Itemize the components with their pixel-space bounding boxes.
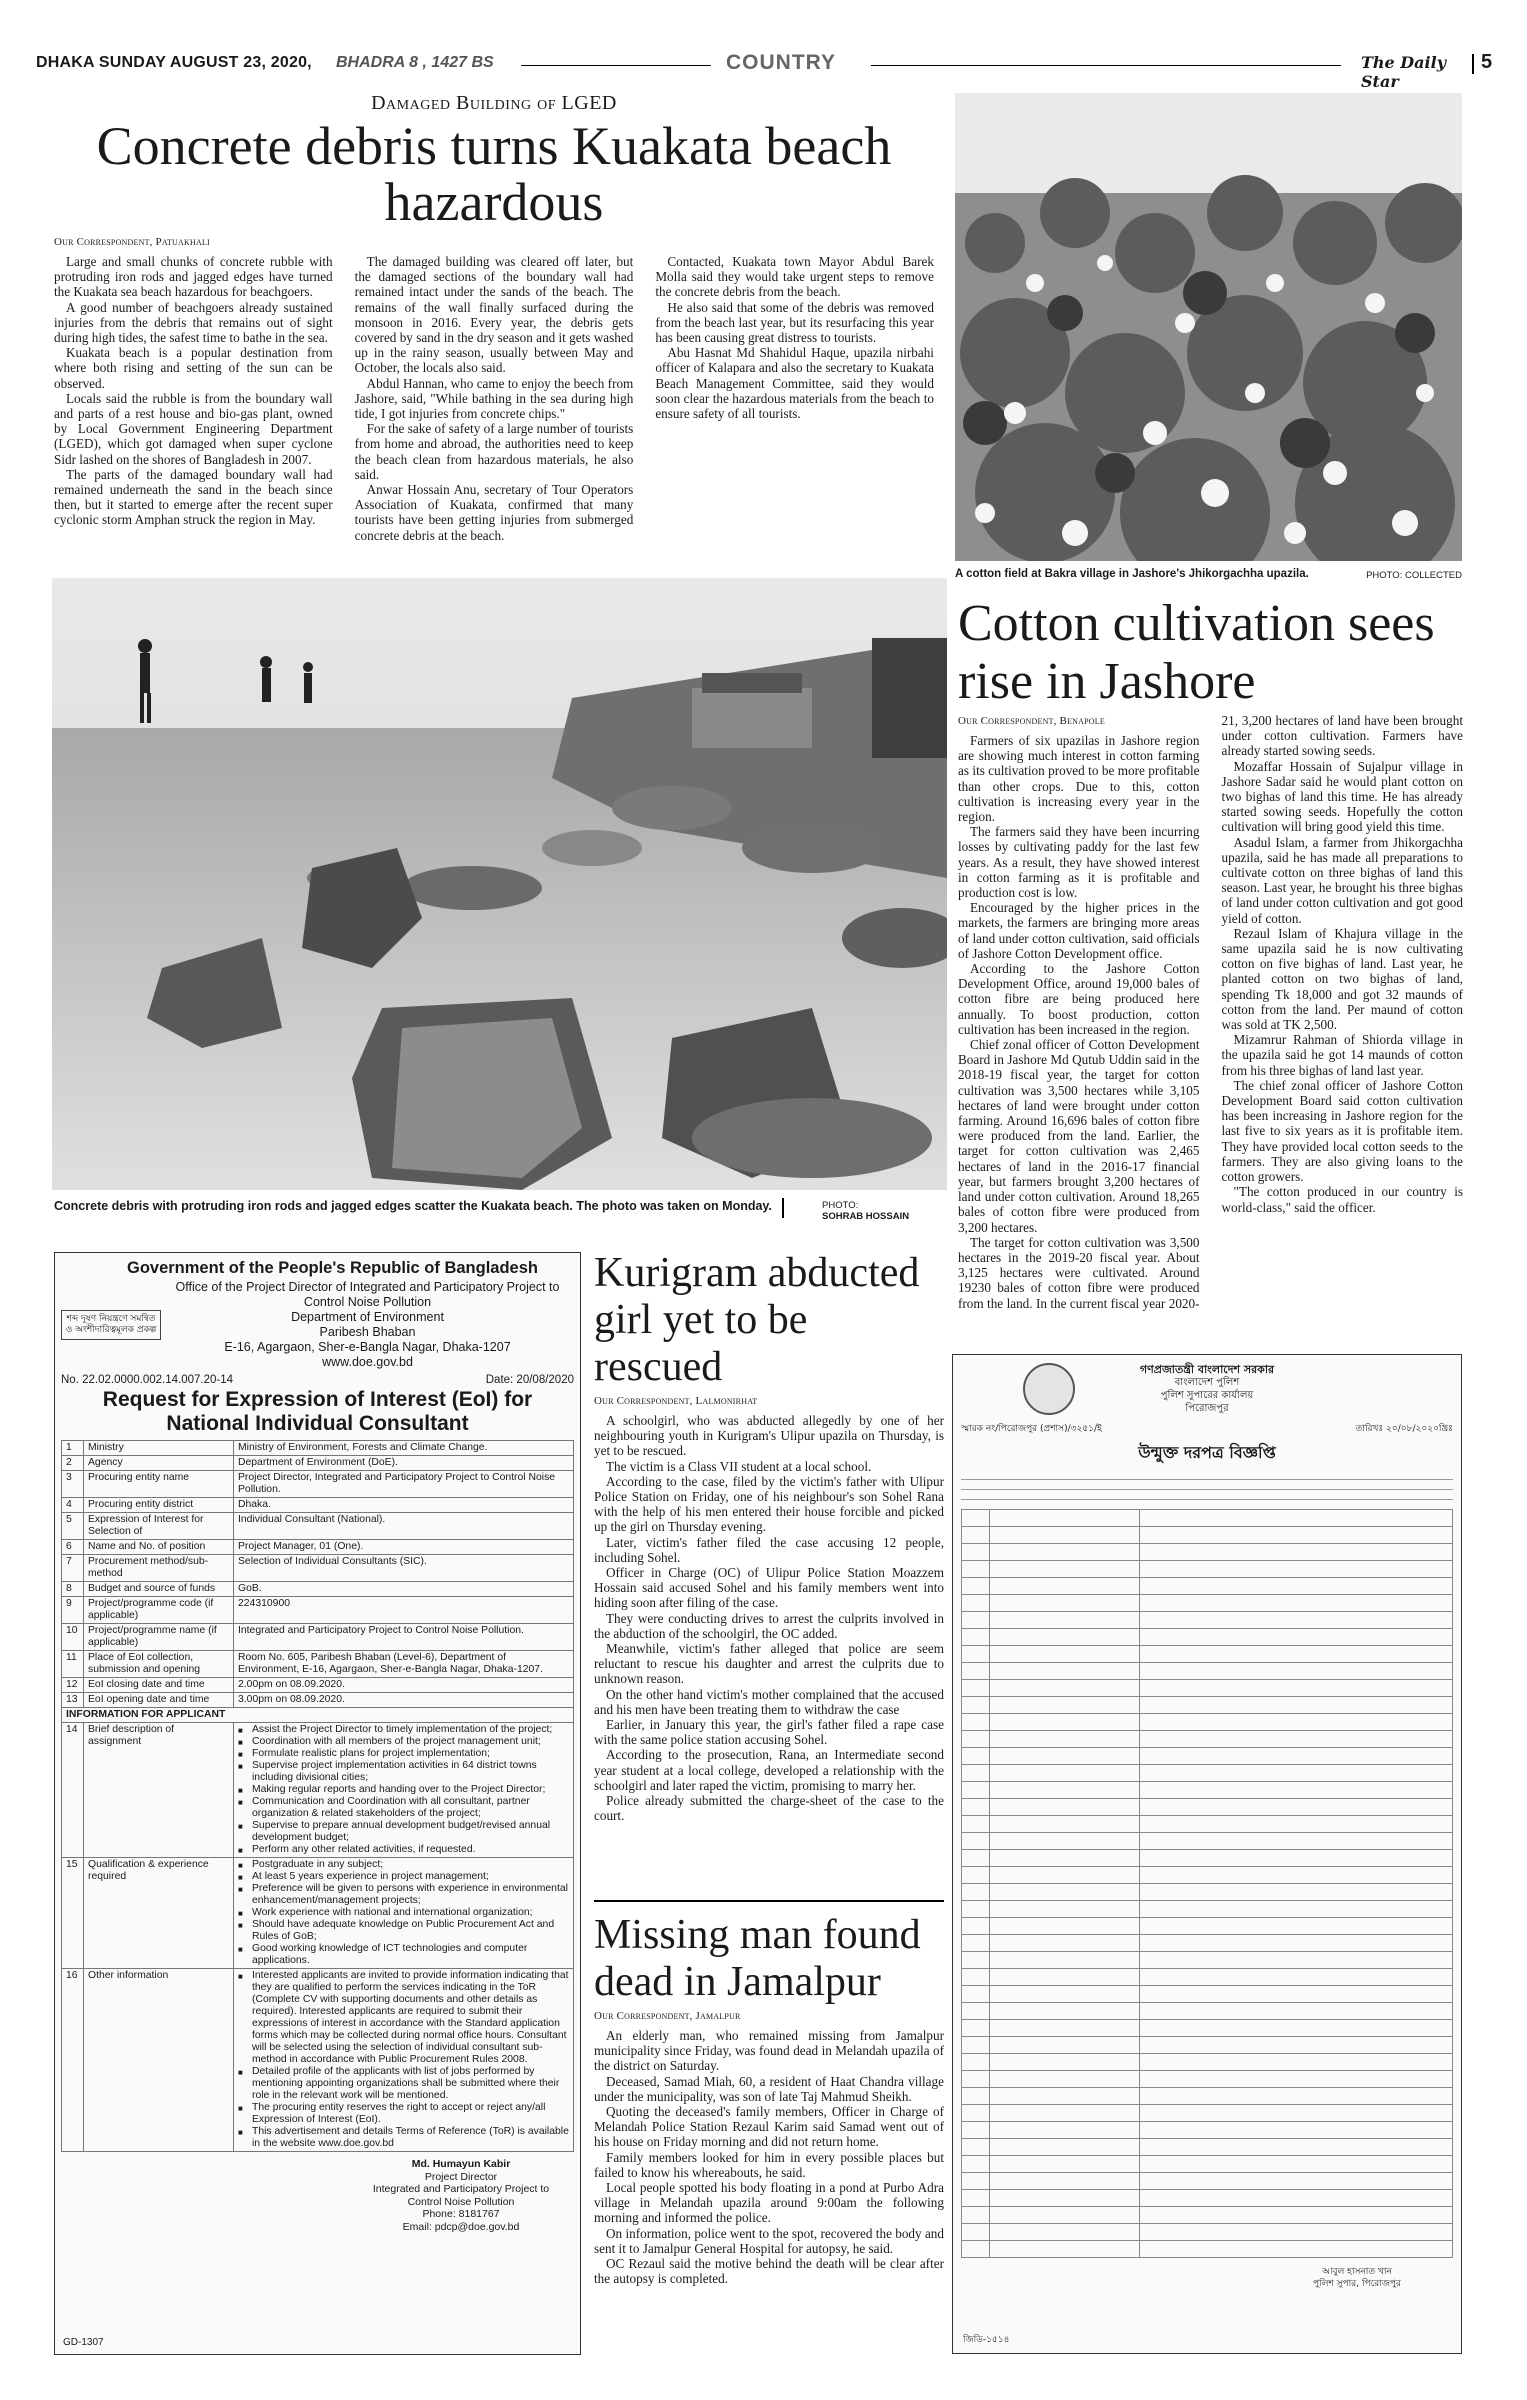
paragraph: Officer in Charge (OC) of Ulipur Police Station Moazzem Hossain said accused Sohel and his family members went into hiding soon after filing of the case. bbox=[594, 1565, 944, 1611]
eoi-row: 6 Name and No. of position Project Manager, 01 (One). bbox=[62, 1540, 574, 1555]
tender-signature: আবুল হাসনাত খান পুলিশ সুপার, পিরোজপুর bbox=[1313, 2267, 1401, 2289]
cotton-field-photo bbox=[955, 93, 1462, 561]
paragraph: According to the Jashore Cotton Development Office, around 19,000 bales of cotton fibre are being produced here annually. To boost production, cotton cultivation has been increased in the region. bbox=[958, 961, 1200, 1037]
caption-divider bbox=[782, 1198, 784, 1218]
assignment-list: ■ Assist the Project Director to timely implementation of the project; ■ Coordination with all members of the project management unit; ■ Formulate realistic plans for project implementation; ■ Supervise project implementation activities in 64 district towns including divisional cities; ■ Making regular reports and handing over to the Project Director; ■ Communication and Coordination with all consultant, partner organization & related stakeholders of the project; ■ Supervise to prepare annual development budget/revised annual development budget; ■ Perform any other related activities, if requested. bbox=[238, 1724, 569, 1856]
tender-row bbox=[962, 1799, 1453, 1816]
eoi-row: 8 Budget and source of funds GoB. bbox=[62, 1582, 574, 1597]
tender-row bbox=[962, 1697, 1453, 1714]
eoi-advertisement bbox=[54, 1252, 581, 2355]
byline: Our Correspondent, Benapole bbox=[958, 715, 1105, 727]
ad-address: E-16, Agargaon, Sher-e-Bangla Nagar, Dhaka-1207 bbox=[224, 1340, 511, 1354]
paragraph: He also said that some of the debris was removed from the beach last year, but its resurfacing this year has been causing great distress to tourists. bbox=[655, 299, 934, 346]
paragraph: "The cotton produced in our country is world-class," said the officer. bbox=[1221, 1184, 1463, 1215]
jamalpur-body bbox=[594, 2028, 944, 2286]
credit-label: PHOTO: bbox=[822, 1200, 859, 1211]
paragraph: Abdul Hannan, who came to enjoy the beech from Jashore, said, "While bathing in the sea during high tide, I got injuries from concrete chips." bbox=[354, 375, 634, 422]
cotton-headline: Cotton cultivation sees rise in Jashore bbox=[958, 595, 1435, 710]
row-15: 15 Qualification & experience required ■ Postgraduate in any subject; ■ At least 5 years experience in project management; ■ Preference will be given to persons with experience in environmental enhancement/management projects; ■ Work experience with national and international organization; ■ Should have adequate knowledge on Public Procurement Act and Rules of GoB; ■ Good working knowledge of ICT technologies and computer applications. bbox=[62, 1858, 574, 1969]
tender-row bbox=[962, 2020, 1453, 2037]
tender-row bbox=[962, 1935, 1453, 1952]
tender-intro bbox=[961, 1473, 1453, 1503]
article-rule bbox=[594, 1900, 944, 1902]
tender-memo-line: স্মারক নং/পিরোজপুর (প্রশাস)/৩২৫১/ই তারিখঃ ২০/০৮/২০২০খ্রিঃ bbox=[961, 1424, 1453, 1434]
ref-no: No. 22.02.0000.002.14.007.20-14 bbox=[61, 1374, 234, 1386]
eoi-title: Request for Expression of Interest (EoI) for National Individual Consultant bbox=[102, 1388, 533, 1435]
tender-row bbox=[962, 1833, 1453, 1850]
tender-table bbox=[961, 1509, 1453, 2258]
eoi-row: 13 EoI opening date and time 3.00pm on 08.09.2020. bbox=[62, 1693, 574, 1708]
ad-dept: Department of Environment bbox=[291, 1310, 444, 1324]
paragraph: According to the prosecution, Rana, an Intermediate second year student at a local college, developed a relationship with the schoolgirl and later raped the victim, promising to marry her. bbox=[594, 1747, 944, 1793]
ad-web: www.doe.gov.bd bbox=[322, 1355, 413, 1369]
paragraph: According to the case, filed by the victim's father with Ulipur Police Station on Friday, one of his neighbour's son Sohel Rana with the help of his men entered their house forcible and picked up the girl on Thursday evening. bbox=[594, 1473, 944, 1535]
page-number: 5 bbox=[1481, 51, 1493, 73]
section-name: COUNTRY bbox=[726, 51, 837, 74]
header-rule-right bbox=[871, 65, 1341, 66]
paragraph: Abu Hasnat Md Shahidul Haque, upazila nirbahi officer of Kalapara and also the secretary to Kuakata Beach Management Committee, said they would soon clear the hazardous materials from the beach to ensure safety of all tourists. bbox=[655, 345, 934, 422]
tender-row bbox=[962, 1986, 1453, 2003]
eoi-row: 2 Agency Department of Environment (DoE). bbox=[62, 1456, 574, 1471]
tender-row bbox=[962, 2139, 1453, 2156]
paragraph: On the other hand victim's mother complained that the accused and his men have been treating them to withdraw the case bbox=[594, 1686, 944, 1717]
headline: Concrete debris turns Kuakata beach hazardous bbox=[96, 116, 892, 232]
paragraph: The chief zonal officer of Jashore Cotton Development Board said cotton cultivation has been increasing in Jashore region for the last five to six years as it is profitable item. They have provided local cotton seeds to the farmers. They are also giving loans to the cotton growers. bbox=[1221, 1077, 1463, 1185]
tender-row bbox=[962, 2207, 1453, 2224]
tender-row bbox=[962, 1969, 1453, 1986]
eoi-row: 1 Ministry Ministry of Environment, Forests and Climate Change. bbox=[62, 1441, 574, 1456]
tender-row bbox=[962, 1884, 1453, 1901]
tender-row bbox=[962, 1612, 1453, 1629]
noise-project-logo: শব্দ দূষণ নিয়ন্ত্রণে সমন্বিত ও অংশীদারিত্বমূলক প্রকল্প bbox=[61, 1310, 161, 1340]
ad-signature: Md. Humayun Kabir Project Director Integrated and Participatory Project to Control Noise Pollution Phone: 8181767 Email: pdcp@doe.gov.bd bbox=[372, 2158, 550, 2233]
kuakata-photo-credit bbox=[822, 1200, 942, 1222]
tender-row bbox=[962, 2003, 1453, 2020]
tender-row bbox=[962, 2037, 1453, 2054]
header-rule-left bbox=[521, 65, 711, 66]
tender-title: উন্মুক্ত দরপত্র বিজ্ঞপ্তি bbox=[1138, 1443, 1276, 1462]
tender-row bbox=[962, 1544, 1453, 1561]
tender-row bbox=[962, 1731, 1453, 1748]
paragraph: The farmers said they have been incurring losses by cultivating paddy for the last few years. As a result, they have showed interest in cotton farming as it is profitable and production cost is low. bbox=[958, 824, 1200, 901]
tender-row bbox=[962, 1578, 1453, 1595]
paragraph: On information, police went to the spot, recovered the body and sent it to Jamalpur General Hospital for autopsy, he said. bbox=[594, 2225, 944, 2256]
tender-code: জিডি-১৫১৪ bbox=[963, 2335, 1010, 2345]
credit-name: SOHRAB HOSSAIN bbox=[822, 1211, 910, 1222]
tender-row bbox=[962, 1765, 1453, 1782]
tender-row bbox=[962, 1782, 1453, 1799]
tender-row bbox=[962, 2241, 1453, 2258]
paragraph: Kuakata beach is a popular destination from where both rising and setting of the sun can be observed. bbox=[54, 345, 333, 391]
row-14: 14 Brief description of assignment ■ Assist the Project Director to timely implementation of the project; ■ Coordination with all members of the project management unit; ■ Formulate realistic plans for project implementation; ■ Supervise project implementation activities in 64 district towns including divisional cities; ■ Making regular reports and handing over to the Project Director; ■ Communication and Coordination with all consultant, partner organization & related stakeholders of the project; ■ Supervise to prepare annual development budget/revised annual development budget; ■ Perform any other related activities, if requested. bbox=[62, 1723, 574, 1858]
tender-row bbox=[962, 1510, 1453, 1527]
tender-row bbox=[962, 1595, 1453, 1612]
tender-row bbox=[962, 1680, 1453, 1697]
paragraph: Encouraged by the higher prices in the markets, the farmers are bringing more areas of land under cotton cultivation, said officials of Jashore Cotton Development office. bbox=[958, 900, 1200, 961]
kurigram-headline: Kurigram abducted girl yet to be rescued bbox=[594, 1250, 920, 1390]
masthead-logo: The Daily Star bbox=[1361, 53, 1446, 91]
police-emblem bbox=[1023, 1363, 1075, 1415]
paragraph: Family members looked for him in every possible places but failed to know his whereabouts, he said. bbox=[594, 2149, 944, 2180]
tender-row bbox=[962, 2054, 1453, 2071]
eoi-row: 5 Expression of Interest for Selection of Individual Consultant (National). bbox=[62, 1513, 574, 1540]
paragraph: Farmers of six upazilas in Jashore region are showing much interest in cotton farming as its cultivation proved to be more profitable than other crops. Due to this, cotton cultivation is increasing every year in the region. bbox=[958, 733, 1200, 825]
eoi-row: 4 Procuring entity district Dhaka. bbox=[62, 1498, 574, 1513]
tender-row bbox=[962, 2156, 1453, 2173]
kuakata-photo-caption: Concrete debris with protruding iron rods and jagged edges scatter the Kuakata beach. The photo was taken on Monday. bbox=[54, 1199, 772, 1213]
byline: Our Correspondent, Lalmonirhat bbox=[594, 1395, 758, 1407]
header-divider bbox=[1472, 54, 1474, 74]
paragraph: Chief zonal officer of Cotton Development Board in Jashore Md Qutub Uddin said in the 2018-19 fiscal year, the target for cotton cultivation was 3,500 hectares while 3,105 hectares of land were brought under cotton farming. Around 16,696 bales of cotton fibre were produced from the land. Earlier, the target for cotton cultivation was 2,465 hectares of land in the 2016-17 financial year, but farmers brought 3,200 hectares of land under cotton cultivation. Around 18,265 bales of cotton fibre were produced from 3,200 hectares. bbox=[958, 1037, 1200, 1235]
paragraph: Mozaffar Hossain of Sujalpur village in Jashore Sadar said he would plant cotton on two bighas of land this time. He has already started sowing seeds. Hopefully the cotton cultivation will bring good yield this time. bbox=[1221, 758, 1463, 835]
paragraph: Later, victim's father filed the case accusing 12 people, including Sohel. bbox=[594, 1534, 944, 1565]
paragraph: Earlier, in January this year, the girl's father filed a rape case with the same police station accusing Sohel. bbox=[594, 1717, 944, 1748]
info-header: INFORMATION FOR APPLICANT bbox=[62, 1708, 574, 1723]
kurigram-body bbox=[594, 1413, 944, 1823]
paragraph: Deceased, Samad Miah, 60, a resident of Haat Chandra village under the municipality, was son of late Taj Mahmud Sheikh. bbox=[594, 2073, 944, 2104]
kurigram-article bbox=[594, 1250, 944, 1823]
tender-row bbox=[962, 1561, 1453, 1578]
tender-row bbox=[962, 2122, 1453, 2139]
tender-row bbox=[962, 1646, 1453, 1663]
paragraph: For the sake of safety of a large number of tourists from home and abroad, the authorities need to keep the beach clean from hazardous materials, he also said. bbox=[354, 421, 634, 482]
kuakata-beach-photo bbox=[52, 578, 947, 1190]
cotton-photo-caption: A cotton field at Bakra village in Jashore's Jhikorgachha upazila. bbox=[955, 568, 1309, 580]
eoi-row: 12 EoI closing date and time 2.00pm on 08.09.2020. bbox=[62, 1678, 574, 1693]
tender-row bbox=[962, 1867, 1453, 1884]
tender-advertisement bbox=[952, 1354, 1462, 2354]
paragraph: Mizamrur Rahman of Shiorda village in the upazila said he got 14 maunds of cotton from his three bighas of land last year. bbox=[1221, 1032, 1463, 1078]
tender-row bbox=[962, 1816, 1453, 1833]
tender-row bbox=[962, 1527, 1453, 1544]
dateline: DHAKA SUNDAY AUGUST 23, 2020, bbox=[36, 54, 312, 71]
paragraph: Anwar Hossain Anu, secretary of Tour Operators Association of Kuakata, confirmed that many tourists have been getting injuries from submerged concrete debris at the beach. bbox=[354, 482, 634, 543]
paragraph: A good number of beachgoers already sustained injuries from the debris that remains out of sight during high tides, the safest time to bathe in the sea. bbox=[54, 299, 333, 346]
bengali-date: BHADRA 8 , 1427 BS bbox=[336, 54, 494, 71]
ad-office-block bbox=[161, 1280, 574, 1370]
eoi-table bbox=[61, 1440, 574, 2152]
tender-row bbox=[962, 1629, 1453, 1646]
paragraph: OC Rezaul said the motive behind the death will be clear after the autopsy is completed. bbox=[594, 2256, 944, 2287]
tender-row bbox=[962, 2071, 1453, 2088]
paragraph: A schoolgirl, who was abducted allegedly by one of her neighbouring youth in Kurigram's Ulipur upazila on Thursday, is yet to be rescued. bbox=[594, 1413, 944, 1459]
eoi-row: 7 Procurement method/sub-method Selection of Individual Consultants (SIC). bbox=[62, 1555, 574, 1582]
tender-row bbox=[962, 1850, 1453, 1867]
kuakata-article bbox=[54, 92, 934, 562]
tender-row bbox=[962, 1918, 1453, 1935]
paragraph: An elderly man, who remained missing from Jamalpur municipality since Friday, was found dead in Melandah upazila of the district on Saturday. bbox=[594, 2028, 944, 2074]
paragraph: Police already submitted the charge-sheet of the case to the court. bbox=[594, 1793, 944, 1824]
paragraph: Large and small chunks of concrete rubble with protruding iron rods and jagged edges have turned the Kuakata sea beach hazardous for beachgoers. bbox=[54, 254, 333, 300]
eoi-row: 11 Place of EoI collection, submission and opening Room No. 605, Paribesh Bhaban (Level-6), Department of Environment, E-16, Agargaon, Sher-e-Bangla Nagar, Dhaka-1207. bbox=[62, 1651, 574, 1678]
paragraph: The target for cotton cultivation was 3,500 hectares in the 2019-20 fiscal year. About 3,125 hectares were cultivated. Around 19230 bales of cotton fibre were produced from the land. In the current fiscal year 2020-21, 3,200 hectares of land have been brought under cotton cultivation. Farmers have already started sowing seeds. bbox=[958, 713, 1463, 1311]
eoi-row: 3 Procuring entity name Project Director, Integrated and Participatory Project to Control Noise Pollution. bbox=[62, 1471, 574, 1498]
kicker: Damaged Building of LGED bbox=[371, 92, 617, 114]
paragraph: They were conducting drives to arrest the culprits involved in the abduction of the schoolgirl, the OC added. bbox=[594, 1610, 944, 1641]
paragraph: Asadul Islam, a farmer from Jhikorgachha upazila, said he has made all preparations to cultivate cotton on three bighas of land this season. Last year, he brought his three bighas of land under cotton cultivation and got good yield of cotton. bbox=[1221, 834, 1463, 926]
tender-row bbox=[962, 1714, 1453, 1731]
cotton-photo-graphic bbox=[955, 93, 1462, 561]
tender-row bbox=[962, 1952, 1453, 1969]
paragraph: Locals said the rubble is from the boundary wall and parts of a rest house and bio-gas plant, owned by Local Government Engineering Department (LGED), which got damaged when super cyclone Sidr lashed on the shores of Bangladesh in 2007. bbox=[54, 390, 333, 467]
tender-row bbox=[962, 2088, 1453, 2105]
tender-row bbox=[962, 2173, 1453, 2190]
byline: Our Correspondent, Jamalpur bbox=[594, 2010, 741, 2022]
tender-row bbox=[962, 1748, 1453, 1765]
paragraph: Meanwhile, victim's father alleged that police are seem reluctant to rescue his daughter and arrest the culprits due to unknown reason. bbox=[594, 1641, 944, 1687]
tender-row bbox=[962, 2190, 1453, 2207]
byline: Our Correspondent, Patuakhali bbox=[54, 236, 210, 248]
other-info-list: ■ Interested applicants are invited to provide information indicating that they are qualified to perform the services indicating in the ToR (Complete CV with supporting documents and other details as required). Interested applicants are required to submit their expressions of interest in accordance with the Standard application forms which may be collected during normal office hours. Consultant will be selected using the selection of individual consultant sub-method in accordance with Public Procurement Rules 2008. ■ Detailed profile of the applicants with list of jobs performed by mentioning appointing organizations shall be submitted where their role in the relevant work will be mentioned. ■ The procuring entity reserves the right to accept or reject any/all Expression of Interest (EoI). ■ This advertisement and details Terms of Reference (ToR) is available in the website www.doe.gov.bd bbox=[238, 1970, 569, 2150]
eoi-row: 9 Project/programme code (if applicable) 224310900 bbox=[62, 1597, 574, 1624]
tender-row bbox=[962, 1901, 1453, 1918]
ad-ref-line bbox=[61, 1374, 574, 1386]
row-16: 16 Other information ■ Interested applicants are invited to provide information indicating that they are qualified to perform the services indicating in the ToR (Complete CV with supporting documents and other details as required). Interested applicants are required to submit their expressions of interest in accordance with the Standard application forms which may be collected during normal office hours. Consultant will be selected using the selection of individual consultant sub-method in accordance with Public Procurement Rules 2008. ■ Detailed profile of the applicants with list of jobs performed by mentioning appointing organizations shall be submitted where their role in the relevant work will be mentioned. ■ The procuring entity reserves the right to accept or reject any/all Expression of Interest (EoI). ■ This advertisement and details Terms of Reference (ToR) is available in the website www.doe.gov.bd bbox=[62, 1969, 574, 2152]
tender-row bbox=[962, 2105, 1453, 2122]
qualification-list: ■ Postgraduate in any subject; ■ At least 5 years experience in project management; ■ Preference will be given to persons with experience in environmental enhancement/management projects; ■ Work experience with national and international organization; ■ Should have adequate knowledge on Public Procurement Act and Rules of GoB; ■ Good working knowledge of ICT technologies and computer applications. bbox=[238, 1859, 569, 1967]
page-header bbox=[36, 51, 1493, 91]
cotton-columns bbox=[958, 713, 1463, 1318]
ad-gov: Government of the People's Republic of Bangladesh bbox=[127, 1259, 538, 1277]
paragraph: Rezaul Islam of Khajura village in the same upazila said he is now cultivating cotton on five bighas of land. Last year, he planted cotton on two bighas of land, spending Tk 18,000 and got 32 maunds of cotton from the land. Per maund of cotton was sold at TK 2,500. bbox=[1221, 925, 1463, 1033]
jamalpur-headline: Missing man found dead in Jamalpur bbox=[594, 1912, 921, 2005]
ad-bhaban: Paribesh Bhaban bbox=[319, 1325, 416, 1339]
ad-header-block bbox=[61, 1280, 574, 1370]
paragraph: Local people spotted his body floating in a pond at Purbo Adra village in Melandah upazila around 9:00am the following morning and informed the police. bbox=[594, 2180, 944, 2226]
jamalpur-article bbox=[594, 1900, 944, 2286]
paragraph: Contacted, Kuakata town Mayor Abdul Barek Molla said they would take urgent steps to remove the concrete debris from the beach. bbox=[655, 254, 934, 300]
ad-gd-code: GD-1307 bbox=[63, 2337, 104, 2348]
tender-head: গণপ্রজাতন্ত্রী বাংলাদেশ সরকার বাংলাদেশ পুলিশ পুলিশ সুপারের কার্যালয় পিরোজপুর bbox=[1139, 1363, 1275, 1414]
tender-row bbox=[962, 2224, 1453, 2241]
paragraph: The damaged building was cleared off later, but the damaged sections of the boundary wall had remained intact under the sands of the beach. The remains of the wall finally surfaced during the monsoon in 2016. Every year, the debris gets covered by sand in the dry season and it gets washed up in the rainy season, usually between May and October, the locals also said. bbox=[354, 254, 634, 376]
paragraph: The parts of the damaged boundary wall had remained underneath the sand in the beach since then, but it started to emerge after the recent super cyclonic storm Amphan struck the region in May. bbox=[54, 466, 333, 528]
cotton-article bbox=[958, 595, 1463, 1335]
tender-row bbox=[962, 1663, 1453, 1680]
eoi-row: 10 Project/programme name (if applicable) Integrated and Participatory Project to Control Noise Pollution. bbox=[62, 1624, 574, 1651]
cotton-photo-credit: PHOTO: COLLECTED bbox=[1366, 570, 1462, 581]
paragraph: The victim is a Class VII student at a local school. bbox=[606, 1458, 872, 1474]
ad-office: Office of the Project Director of Integrated and Participatory Project to Control Noise Pollution bbox=[175, 1280, 560, 1309]
ad-date: Date: 20/08/2020 bbox=[485, 1374, 574, 1386]
paragraph: Quoting the deceased's family members, Officer in Charge of Melandah Police Station Rezaul Karim said Samad went out of his house on Friday morning and did not return home. bbox=[594, 2104, 944, 2150]
kuakata-columns bbox=[54, 254, 934, 554]
beach-photo-graphic bbox=[52, 578, 947, 1190]
